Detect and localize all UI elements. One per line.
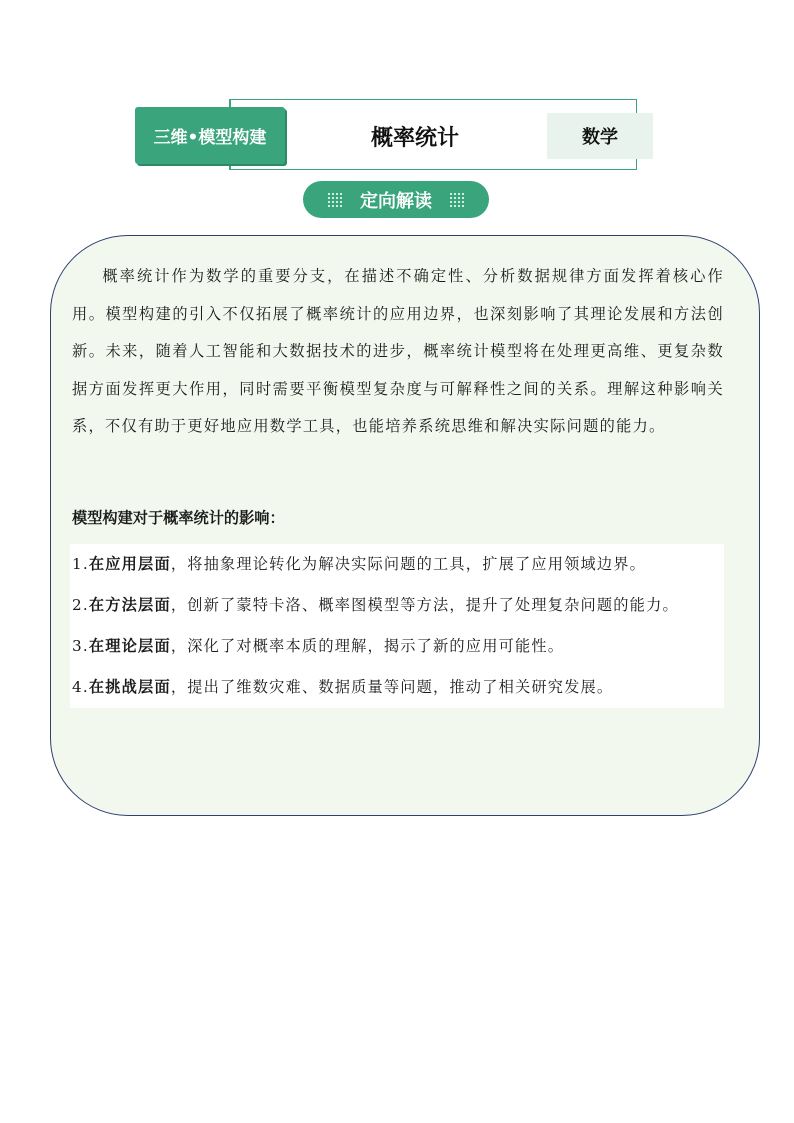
intro-paragraph: 概率统计作为数学的重要分支，在描述不确定性、分析数据规律方面发挥着核心作用。模型构建的引入不仅拓展了概率统计的应用边界，也深刻影响了其理论发展和方法创新。未来，随着人工智能和大数据技术的进步，概率统计模型将在处理更高维、更复杂数据方面发挥更大作用，同时需要平衡模型复杂度与可解释性之间的关系。理解这种影响关系，不仅有助于更好地应用数学工具，也能培养系统思维和解决实际问题的能力。	[72, 267, 724, 435]
list-item: 3.在理论层面，深化了对概率本质的理解，揭示了新的应用可能性。	[72, 637, 565, 655]
section-pill	[303, 181, 489, 218]
subject-badge: 数学	[547, 113, 653, 159]
list-item: 1.在应用层面，将抽象理论转化为解决实际问题的工具，扩展了应用领域边界。	[72, 555, 647, 573]
dots-icon	[450, 193, 464, 207]
points-list	[70, 544, 724, 708]
subheading: 模型构建对于概率统计的影响：	[72, 509, 285, 527]
section-pill-label: 定向解读	[360, 190, 432, 212]
page-title: 概率统计	[370, 125, 459, 151]
dots-icon	[328, 193, 342, 207]
header-tag: 三维•模型构建	[135, 107, 285, 164]
list-item: 4.在挑战层面，提出了维数灾难、数据质量等问题，推动了相关研究发展。	[72, 678, 614, 696]
list-item: 2.在方法层面，创新了蒙特卡洛、概率图模型等方法，提升了处理复杂问题的能力。	[72, 596, 679, 614]
